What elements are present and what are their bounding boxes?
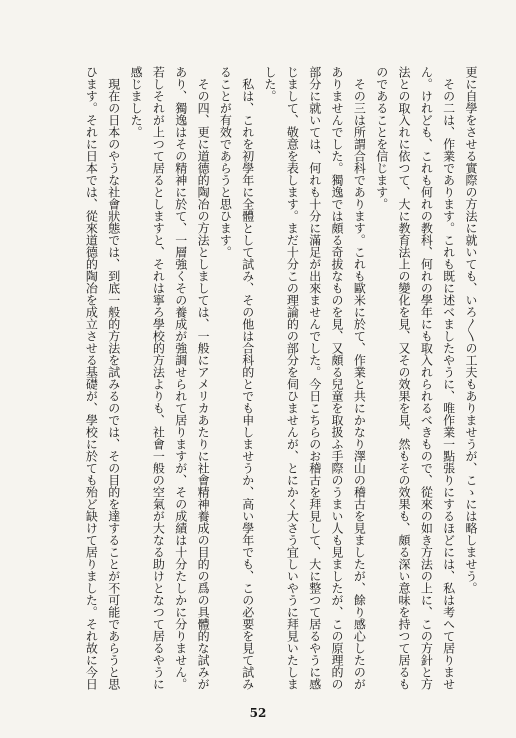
text-line: ひます。それに日本では、從來道德的陶冶を成立させる基礎が、學校に於ても殆ど缺けて居りました。それ故に今日 xyxy=(84,66,99,690)
text-line: ありませんでした。獨逸では頗る奇拔なものを見、又頗る兒童を取扱ふ手際のうまい人も見ましたが、この原理的の xyxy=(330,66,345,690)
text-line: その二は、作業であります。これも既に述べましたやうに、唯作業一點張りにするほどには、私は考へて居りませ xyxy=(441,78,456,690)
text-line: 若しそれが上つて居るとしますと、それは寧ろ學校的方法よりも、社會一般の空氣が大なる助けとなつて居るやうに xyxy=(151,66,166,690)
text-line: 現在の日本のやうな社會狀態では、到底一般的方法を試みるのでは、その目的を達することが不可能であらうと思 xyxy=(106,78,121,690)
text-line: その四、更に道德的陶冶の方法としましては、一般にアメリカあたりに社會精神養成の目的の爲の具體的な試みが xyxy=(196,78,211,690)
page-number: 52 xyxy=(249,706,267,720)
text-line: ん。けれども、これも何れの教科、何れの學年にも取入れられるべきもので、從來の如き方法の上に、この方針と方 xyxy=(419,66,434,690)
text-line: ることが有效であらうと思ひます。 xyxy=(218,66,233,258)
body-text xyxy=(80,66,482,692)
text-line: した。 xyxy=(263,66,278,102)
text-line: 法との取入れに依つて、大に教育法上の變化を見、又その效果を見、然もその效果も、頗る深い意味を持つて居るも xyxy=(397,66,412,690)
text-line: 部分に就いては、何れも十分に滿足が出來ませんでした。今日こちらのお稽古を拜見して、大に整つて居るやうに感 xyxy=(307,66,322,690)
text-line: のであることを信じます。 xyxy=(374,66,389,210)
text-line: その三は所謂合科であります。これも歐米に於て、作業と共にかなり澤山の稽古を見ましたが、餘り感心したのが xyxy=(352,78,367,690)
text-line: 感じました。 xyxy=(129,66,144,138)
text-line: じまして、敬意を表します。まだ十分この理論的の部分を伺ひませんが、とにかく大さう宜しいやうに拜見いたしま xyxy=(285,66,300,690)
text-line: あり、獨逸はその精神に於て、一層強くその養成が強調せられて居りますが、その成績は十分たしかに分りません。 xyxy=(173,66,188,690)
text-line: 私は、これを初學年に全體として試み、その他は合科的とでも申しませうか、高い學年でも、この必要を見て試み xyxy=(240,78,255,690)
text-line: 更に自學をさせる實際の方法に就いても、いろ〳〵の工夫もありませうが、こゝには略しませう。 xyxy=(464,66,478,594)
